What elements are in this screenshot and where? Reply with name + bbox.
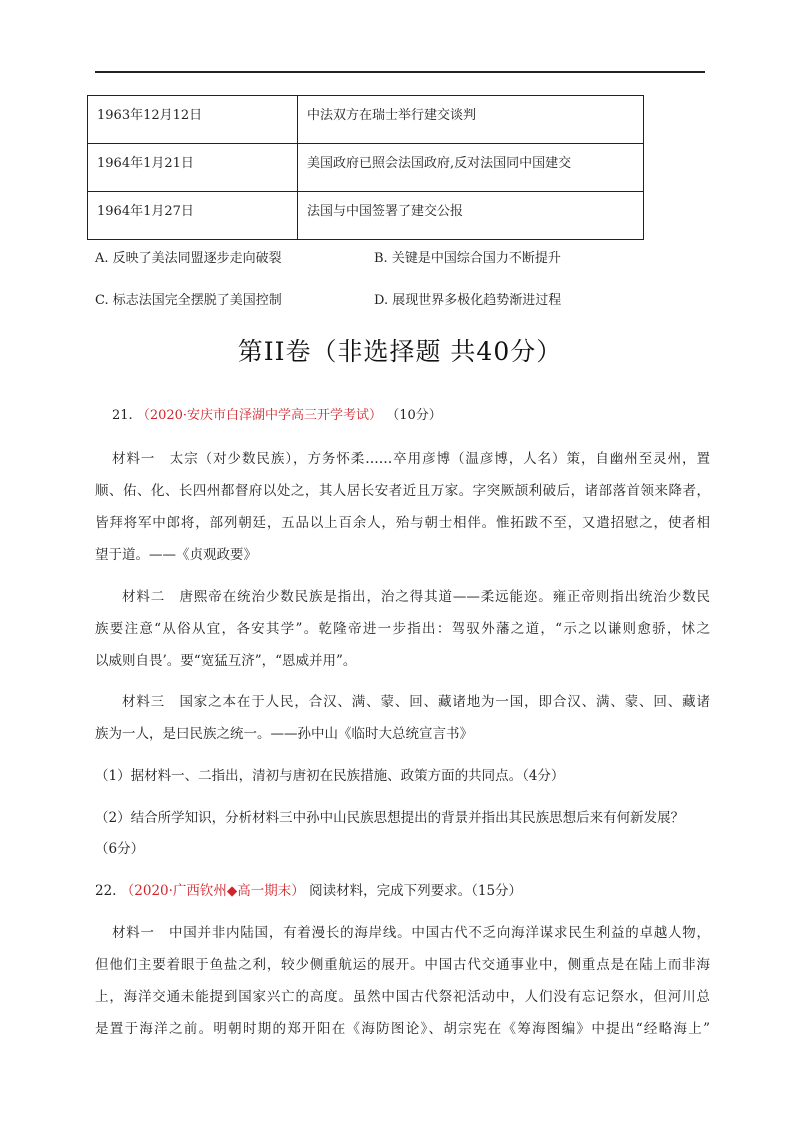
q21-question-2-score: （6分） bbox=[95, 841, 145, 857]
q21-m1-line-4: 望于道。——《贞观政要》 bbox=[95, 547, 257, 563]
q22-m1-line-1: 材料一 中国并非内陆国，有着漫长的海岸线。中国古代不乏向海洋谋求民生利益的卓越人物， bbox=[112, 925, 710, 941]
q21-score: （10分） bbox=[386, 408, 442, 423]
q21-m1-line-2: 顺、佑、化、长四州都督府以处之，其人居长安者近且万家。字突厥颉利破后，诸部落首领来降者， bbox=[95, 483, 710, 499]
q22-header bbox=[95, 879, 710, 899]
q21-m3-line-1: 材料三 国家之本在于人民，合汉、满、蒙、回、藏诸地为一国，即合汉、满、蒙、回、藏诸 bbox=[122, 694, 710, 710]
q21-m1-line-3: 皆拜将军中郎将，部列朝廷，五品以上百余人，殆与朝士相伴。惟拓跋不至，又遣招慰之，使者相 bbox=[95, 515, 710, 531]
q21-m1-line-1: 材料一 太宗（对少数民族），方务怀柔……卒用彦博（温彦博，人名）策，自幽州至灵州，置 bbox=[112, 451, 710, 467]
table-cell-event: 法国与中国签署了建交公报 bbox=[298, 192, 644, 240]
section-title: 第II卷（非选择题 共40分） bbox=[237, 337, 563, 366]
table-row bbox=[88, 192, 644, 240]
q21-source: （2020·安庆市白泽湖中学高三开学考试） bbox=[136, 408, 383, 423]
q21-m2-line-3: 以威则自畏’。要“宽猛互济”，“恩威并用”。 bbox=[95, 653, 357, 669]
option-d: D. 展现世界多极化趋势渐进过程 bbox=[374, 293, 562, 308]
q22-m1-line-3: 上，海洋交通未能提到国家兴亡的高度。虽然中国古代祭祀活动中，人们没有忘记祭水，但河川总 bbox=[95, 989, 710, 1005]
option-a: A. 反映了美法同盟逐步走向破裂 bbox=[95, 251, 282, 266]
q22-m1-line-2: 但他们主要着眼于鱼盐之利，较少侧重航运的展开。中国古代交通事业中，侧重点是在陆上而非海 bbox=[95, 957, 710, 973]
table-cell-date: 1964年1月27日 bbox=[88, 192, 298, 240]
q21-question-2: （2）结合所学知识，分析材料三中孙中山民族思想提出的背景并指出其民族思想后来有何新发展？ bbox=[95, 810, 685, 826]
q22-instruction: 阅读材料，完成下列要求。（15分） bbox=[309, 883, 523, 899]
header-rule bbox=[95, 71, 705, 73]
q21-number: 21. bbox=[112, 408, 133, 423]
q21-m2-line-2: 族要注意“从俗从宜，各安其学”。乾隆帝进一步指出：驾驭外藩之道，“示之以谦则愈骄，怵之 bbox=[95, 621, 710, 637]
q21-question-1: （1）据材料一、二指出，清初与唐初在民族措施、政策方面的共同点。（4分） bbox=[95, 768, 565, 784]
table-row bbox=[88, 96, 644, 144]
q22-number: 22. bbox=[95, 883, 117, 899]
q21-header bbox=[112, 404, 727, 423]
q22-m1-line-4: 是置于海洋之前。明朝时期的郑开阳在《海防图论》、胡宗宪在《筹海图编》中提出“经略海上” bbox=[95, 1021, 710, 1037]
table-cell-event: 中法双方在瑞士举行建交谈判 bbox=[298, 96, 644, 144]
option-c: C. 标志法国完全摆脱了美国控制 bbox=[95, 293, 282, 308]
table-cell-date: 1963年12月12日 bbox=[88, 96, 298, 144]
option-b: B. 关键是中国综合国力不断提升 bbox=[374, 251, 561, 266]
table-row bbox=[88, 144, 644, 192]
table-cell-event: 美国政府已照会法国政府,反对法国同中国建交 bbox=[298, 144, 644, 192]
q21-m3-line-2: 族为一人，是曰民族之统一。——孙中山《临时大总统宣言书》 bbox=[95, 726, 473, 742]
q21-m2-line-1: 材料二 唐熙帝在统治少数民族是指出，治之得其道——柔远能迩。雍正帝则指出统治少数民 bbox=[122, 589, 710, 605]
q22-source: （2020·广西钦州◆高一期末） bbox=[120, 883, 305, 899]
events-table bbox=[87, 95, 644, 240]
table-cell-date: 1964年1月21日 bbox=[88, 144, 298, 192]
